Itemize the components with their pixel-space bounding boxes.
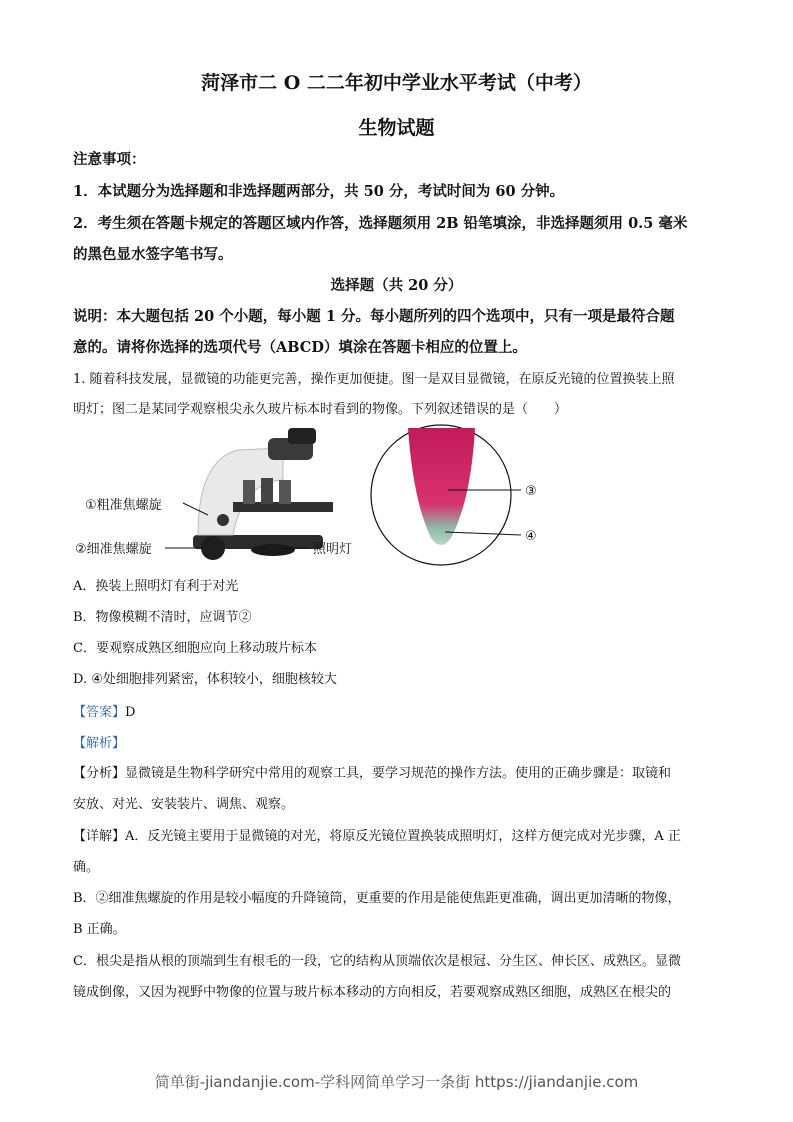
section-title: 选择题（共 20 分）	[330, 277, 463, 294]
answer-tag: 【答案】	[73, 705, 126, 720]
notice-item-2a: 2．考生须在答题卡规定的答题区域内作答，选择题须用 2B 铅笔填涂，非选择题须用 0.5 毫米	[73, 215, 688, 232]
footer-watermark: 简单街-jiandanjie.com-学科网简单学习一条街 https://jiandanjie.com	[154, 1073, 639, 1091]
analysis-tag: 【解析】	[73, 736, 126, 751]
question-stem-1: 1. 随着科技发展，显微镜的功能更完善，操作更加便捷。图一是双目显微镜，在原反光镜的位置换装上照	[73, 372, 675, 387]
label-coarse-focus: ①粗准焦螺旋	[85, 498, 162, 513]
label-fine-focus: ②细准焦螺旋	[75, 542, 152, 557]
xiangjie-line-a1	[73, 827, 723, 847]
fenxi-tag: 【分析】	[73, 766, 126, 781]
xiangjie-line-a2: 确。	[73, 860, 100, 875]
fenxi-line-2: 安放、对光、安装装片、调焦、观察。	[73, 797, 295, 812]
label-marker-3: ③	[525, 484, 537, 499]
option-a: A．换装上照明灯有利于对光	[73, 579, 239, 594]
exam-subtitle: 生物试题	[358, 117, 435, 139]
question-stem-2: 明灯；图二是某同学观察根尖永久玻片标本时看到的物像。下列叙述错误的是（ ）	[73, 402, 568, 417]
exam-title: 菏泽市二 O 二二年初中学业水平考试（中考）	[201, 72, 592, 94]
fenxi-line-1	[73, 764, 723, 784]
section-desc-2: 意的。请将你选择的选项代号（ABCD）填涂在答题卡相应的位置上。	[73, 339, 527, 356]
notice-item-1: 1．本试题分为选择题和非选择题两部分，共 50 分，考试时间为 60 分钟。	[73, 183, 565, 200]
notice-heading: 注意事项：	[73, 151, 146, 168]
option-d: D. ④处细胞排列紧密，体积较小，细胞核较大	[73, 672, 337, 687]
xiangjie-line-c2: 镜成倒像，又因为视野中物像的位置与玻片标本移动的方向相反，若要观察成熟区细胞，成熟区在根尖的	[73, 985, 672, 1000]
microscope-image	[193, 428, 333, 560]
xiangjie-line-b2: B 正确。	[73, 922, 126, 937]
label-marker-4: ④	[525, 529, 537, 544]
option-c: C．要观察成熟区细胞应向上移动玻片标本	[73, 641, 317, 656]
fenxi-text-1: 显微镜是生物科学研究中常用的观察工具，要学习规范的操作方法。使用的正确步骤是：取镜和	[125, 766, 672, 781]
section-desc-1: 说明：本大题包括 20 个小题，每小题 1 分。每小题所列的四个选项中，只有一项是最符合题	[73, 308, 675, 325]
question-figure	[73, 420, 553, 580]
notice-item-2b: 的黑色显水签字笔书写。	[73, 246, 233, 263]
xiangjie-line-b1: B．②细准焦螺旋的作用是较小幅度的升降镜筒，更重要的作用是能使焦距更准确，调出更加清晰的物像，	[73, 891, 681, 906]
label-lamp: 照明灯	[313, 542, 353, 557]
xiangjie-tag: 【详解】	[73, 829, 126, 844]
xiangjie-line-c1: C．根尖是指从根的顶端到生有根毛的一段，它的结构从顶端依次是根冠、分生区、伸长区、成熟区。显微	[73, 954, 681, 969]
option-b: B．物像模糊不清时，应调节②	[73, 610, 252, 625]
xiangjie-text-a1: A．反光镜主要用于显微镜的对光，将原反光镜位置换装成照明灯，这样方便完成对光步骤，A 正	[125, 829, 681, 844]
answer-value: D	[125, 705, 136, 720]
answer-line	[73, 703, 723, 723]
